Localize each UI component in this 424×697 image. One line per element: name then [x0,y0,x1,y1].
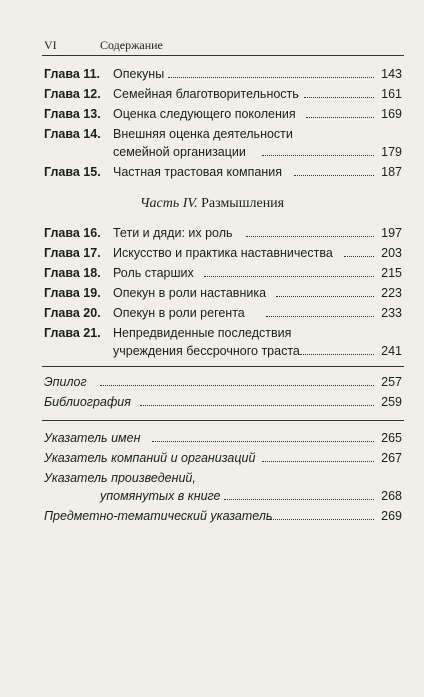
dot-leader [306,117,374,118]
toc-entry[interactable] [44,374,402,390]
part-label: Часть IV. [139,196,198,211]
page-ref: 269 [381,509,402,523]
toc-entry[interactable] [44,470,402,506]
dot-leader [262,461,374,462]
page-ref: 241 [381,344,402,358]
toc-entry[interactable] [44,394,402,410]
toc-entry[interactable] [44,225,402,241]
index-title: Указатель имен [44,431,141,445]
index-title: Предметно-тематический указатель [44,509,273,523]
page-ref: 268 [381,489,402,503]
page-ref: 215 [381,266,402,280]
index-title-line2: упомянутых в книге [100,489,221,503]
toc-entry[interactable] [44,285,402,301]
dot-leader [140,405,374,406]
toc-entry[interactable] [44,265,402,281]
dot-leader [100,385,374,386]
chapter-number: Глава 16. [44,226,101,240]
chapter-number: Глава 19. [44,286,101,300]
chapter-title: Опекуны [113,67,165,81]
toc-entry[interactable] [44,305,402,321]
chapter-title-line2: учреждения бессрочного траста [113,344,300,358]
dot-leader [204,276,374,277]
chapter-number: Глава 20. [44,306,101,320]
toc-entry[interactable] [44,106,402,122]
dot-leader [344,256,374,257]
toc-entry[interactable] [44,450,402,466]
dot-leader [224,499,374,500]
index-title: Указатель компаний и организаций [44,451,256,465]
chapter-number: Глава 18. [44,266,101,280]
page-ref: 259 [381,395,402,409]
section-rule [42,420,404,421]
page-ref: 179 [381,145,402,159]
chapter-title: Частная трастовая компания [113,165,282,179]
part-heading [0,196,424,212]
chapter-number: Глава 13. [44,107,101,121]
page-ref: 257 [381,375,402,389]
page-ref: 233 [381,306,402,320]
page-ref: 197 [381,226,402,240]
page-ref: 169 [381,107,402,121]
dot-leader [262,155,374,156]
dot-leader [152,441,374,442]
running-head-title: Содержание [100,38,163,52]
chapter-title: Роль старших [113,266,194,280]
toc-entry[interactable] [44,508,402,524]
back-matter-title: Библиография [44,395,131,409]
chapter-title: Искусство и практика наставничества [113,246,333,260]
chapter-title: Оценка следующего поколения [113,107,296,121]
chapter-title-line1: Непредвиденные последствия [113,326,292,340]
dot-leader [246,236,374,237]
chapter-title: Семейная благотворительность [113,87,299,101]
page-number: VI [44,38,57,52]
dot-leader [168,77,374,78]
chapter-title: Опекун в роли наставника [113,286,267,300]
toc-entry[interactable] [44,325,402,361]
chapter-title-line1: Внешняя оценка деятельности [113,127,293,141]
chapter-number: Глава 15. [44,165,101,179]
toc-entry[interactable] [44,164,402,180]
chapter-number: Глава 17. [44,246,101,260]
dot-leader [304,97,374,98]
header-rule [42,55,404,56]
toc-entry[interactable] [44,86,402,102]
chapter-title: Опекун в роли регента [113,306,245,320]
chapter-number: Глава 14. [44,127,101,141]
toc-entry[interactable] [44,430,402,446]
index-title-line1: Указатель произведений, [44,471,196,485]
chapter-title: Тети и дяди: их роль [113,226,233,240]
dot-leader [294,175,374,176]
chapter-title-line2: семейной организации [113,145,246,159]
toc-entry[interactable] [44,245,402,261]
page-ref: 265 [381,431,402,445]
toc-entry[interactable] [44,66,402,82]
chapter-number: Глава 12. [44,87,101,101]
part-title: Размышления [201,196,285,211]
dot-leader [270,519,374,520]
page-ref: 267 [381,451,402,465]
dot-leader [300,354,374,355]
dot-leader [276,296,374,297]
chapter-number: Глава 21. [44,326,101,340]
back-matter-title: Эпилог [44,375,87,389]
chapter-number: Глава 11. [44,67,100,81]
page-ref: 187 [381,165,402,179]
toc-entry[interactable] [44,126,402,162]
page-ref: 203 [381,246,402,260]
page-ref: 143 [381,67,402,81]
page-ref: 223 [381,286,402,300]
page-ref: 161 [381,87,402,101]
section-rule [42,366,404,367]
dot-leader [266,316,374,317]
